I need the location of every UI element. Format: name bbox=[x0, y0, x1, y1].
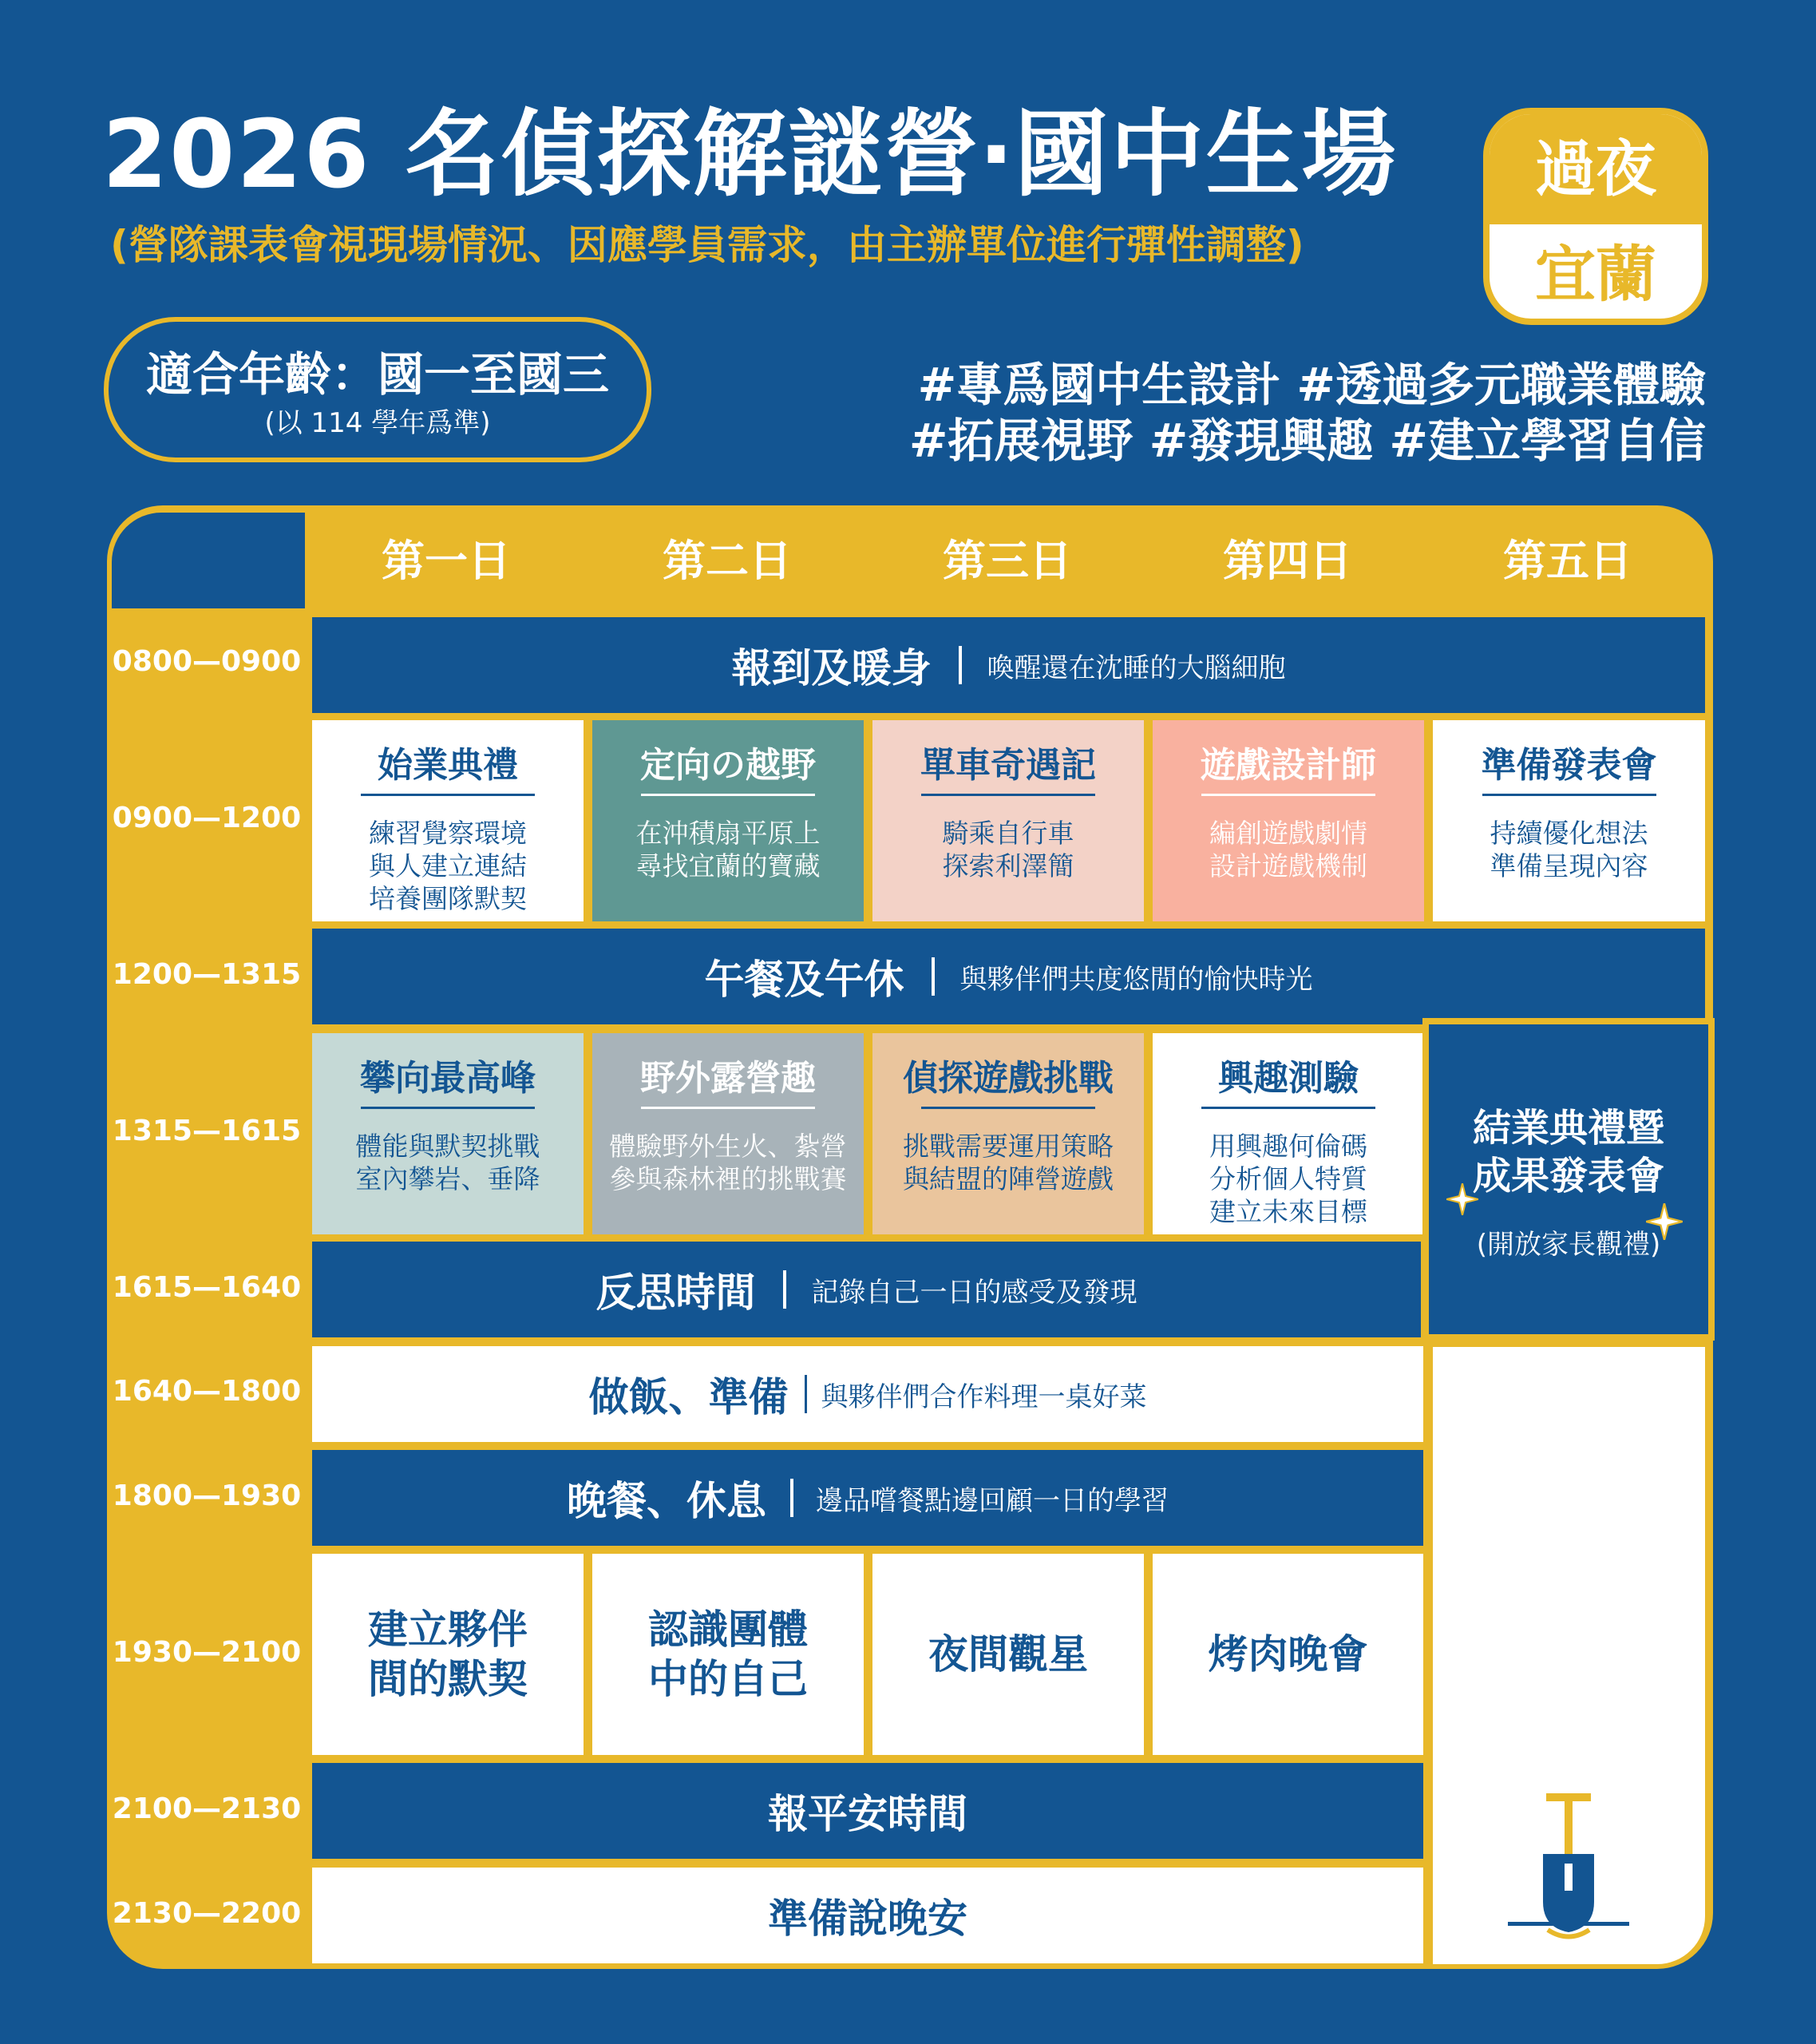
activity-desc: 培養團隊默契 bbox=[369, 883, 527, 914]
evening-day-2 bbox=[592, 1554, 864, 1755]
afternoon-day-1 bbox=[312, 1033, 584, 1234]
dinner-row bbox=[312, 1450, 1423, 1546]
evening-day-3 bbox=[872, 1554, 1144, 1755]
divider bbox=[783, 1270, 786, 1309]
day-3-header: 第三日 bbox=[943, 536, 1072, 586]
divider bbox=[932, 957, 935, 996]
activity-title: 興趣測驗 bbox=[1218, 1058, 1359, 1099]
activity-desc: 建立未來目標 bbox=[1209, 1196, 1367, 1227]
checkin-note: 喚醒還在沈睡的大腦細胞 bbox=[987, 652, 1286, 684]
evening-title-line: 夜間觀星 bbox=[928, 1631, 1088, 1678]
checkin-row bbox=[312, 617, 1705, 713]
activity-title: 準備發表會 bbox=[1481, 745, 1657, 786]
evening-title-line: 烤肉晚會 bbox=[1208, 1631, 1368, 1678]
time-label: 1930—2100 bbox=[112, 1636, 302, 1669]
page-title: 2026 名偵探解謎營‧國中生場 bbox=[102, 99, 1398, 209]
activity-desc: 騎乘自行車 bbox=[942, 818, 1074, 849]
divider bbox=[641, 1107, 815, 1109]
time-label: 1800—1930 bbox=[112, 1480, 302, 1512]
closing-note: (開放家長觀禮) bbox=[1476, 1229, 1661, 1261]
lunch-note: 與夥伴們共度悠閒的愉快時光 bbox=[959, 963, 1313, 996]
morning-day-2 bbox=[592, 720, 864, 921]
morning-day-3 bbox=[872, 720, 1144, 921]
sparkle-icon bbox=[1646, 1203, 1683, 1240]
activity-desc: 體能與默契挑戰 bbox=[355, 1131, 540, 1162]
divider bbox=[921, 1107, 1095, 1109]
hashtags-line-2: #拓展視野 #發現興趣 #建立學習自信 bbox=[908, 414, 1706, 468]
day-5-header: 第五日 bbox=[1503, 536, 1632, 586]
evening-day-4 bbox=[1153, 1554, 1423, 1755]
afternoon-day-2 bbox=[592, 1033, 864, 1234]
divider bbox=[361, 794, 535, 796]
time-label: 2130—2200 bbox=[112, 1897, 302, 1930]
schedule-corner bbox=[112, 513, 305, 608]
time-label: 2100—2130 bbox=[112, 1792, 302, 1825]
time-label: 0800—0900 bbox=[112, 645, 302, 678]
time-label: 0900—1200 bbox=[112, 802, 302, 834]
cooking-row bbox=[312, 1346, 1423, 1442]
report-row bbox=[312, 1763, 1423, 1859]
evening-title-line: 中的自己 bbox=[648, 1656, 808, 1702]
hashtags-line-1: #專爲國中生設計 #透過多元職業體驗 bbox=[917, 358, 1706, 412]
dinner-title: 晚餐、休息 bbox=[567, 1478, 766, 1524]
badge-location: 宜蘭 bbox=[1535, 239, 1656, 310]
closing-title-2: 成果發表會 bbox=[1472, 1154, 1664, 1198]
activity-desc: 體驗野外生火、紮營 bbox=[609, 1131, 847, 1162]
closing-ceremony bbox=[1422, 1018, 1715, 1341]
hashtags bbox=[909, 357, 1706, 469]
time-label: 1640—1800 bbox=[112, 1375, 302, 1408]
dinner-note: 邊品嚐餐點邊回顧一日的學習 bbox=[816, 1484, 1169, 1517]
activity-desc: 探索利澤簡 bbox=[942, 850, 1074, 881]
activity-desc: 用興趣何倫碼 bbox=[1209, 1131, 1367, 1162]
activity-desc: 練習覺察環境 bbox=[369, 818, 527, 849]
activity-desc: 室內攀岩、垂降 bbox=[355, 1163, 540, 1194]
activity-desc: 與結盟的陣營遊戲 bbox=[903, 1163, 1114, 1194]
activity-desc: 參與森林裡的挑戰賽 bbox=[609, 1163, 847, 1194]
activity-desc: 與人建立連結 bbox=[369, 850, 527, 881]
checkin-title: 報到及暖身 bbox=[731, 645, 932, 691]
morning-day-5 bbox=[1433, 720, 1705, 921]
reflection-row bbox=[312, 1242, 1421, 1337]
divider bbox=[805, 1375, 807, 1413]
activity-desc: 持續優化想法 bbox=[1490, 818, 1648, 849]
activity-title: 單車奇遇記 bbox=[920, 745, 1096, 786]
lunch-title: 午餐及午休 bbox=[704, 957, 904, 1003]
activity-desc: 分析個人特質 bbox=[1209, 1163, 1367, 1194]
day-4-header: 第四日 bbox=[1223, 536, 1352, 586]
afternoon-day-4 bbox=[1153, 1033, 1424, 1234]
activity-title: 定向の越野 bbox=[640, 745, 816, 786]
sparkle-icon bbox=[1446, 1183, 1478, 1215]
morning-day-4 bbox=[1153, 720, 1424, 921]
age-note: (以 114 學年爲準) bbox=[264, 407, 491, 439]
activity-title: 偵探遊戲挑戰 bbox=[903, 1058, 1114, 1099]
time-label: 1615—1640 bbox=[112, 1271, 302, 1304]
goodnight-row bbox=[312, 1868, 1423, 1963]
activity-title: 野外露營趣 bbox=[640, 1058, 816, 1099]
cooking-title: 做飯、準備 bbox=[588, 1374, 789, 1420]
badge-overnight: 過夜 bbox=[1490, 114, 1702, 224]
age-pill bbox=[104, 317, 651, 462]
activity-desc: 編創遊戲劇情 bbox=[1209, 818, 1367, 849]
activity-desc: 尋找宜蘭的寶藏 bbox=[635, 850, 821, 881]
evening-title-line: 建立夥伴 bbox=[368, 1606, 528, 1653]
activity-desc: 挑戰需要運用策略 bbox=[903, 1131, 1114, 1162]
lunch-row bbox=[312, 929, 1705, 1024]
divider bbox=[1482, 794, 1656, 796]
divider bbox=[959, 646, 962, 684]
activity-desc: 在沖積扇平原上 bbox=[635, 818, 821, 849]
goodnight-title: 準備說晚安 bbox=[768, 1895, 967, 1942]
divider bbox=[790, 1479, 793, 1517]
time-label: 1200—1315 bbox=[112, 958, 302, 991]
location-badge bbox=[1483, 108, 1708, 325]
morning-day-1 bbox=[312, 720, 584, 921]
day-2-header: 第二日 bbox=[663, 536, 792, 586]
divider bbox=[641, 794, 815, 796]
closing-title-1: 結業典禮暨 bbox=[1472, 1106, 1664, 1151]
shovel-icon bbox=[1505, 1790, 1632, 1942]
divider bbox=[1201, 1107, 1375, 1109]
activity-desc: 設計遊戲機制 bbox=[1209, 850, 1367, 881]
evening-title-line: 間的默契 bbox=[368, 1656, 528, 1702]
activity-title: 遊戲設計師 bbox=[1201, 745, 1376, 786]
divider bbox=[361, 1107, 535, 1109]
time-label: 1315—1615 bbox=[112, 1115, 302, 1147]
report-title: 報平安時間 bbox=[768, 1791, 967, 1837]
page-subtitle: (營隊課表會視現場情況、因應學員需求，由主辦單位進行彈性調整) bbox=[110, 222, 1304, 268]
reflection-title: 反思時間 bbox=[595, 1270, 756, 1316]
reflection-note: 記錄自己一日的感受及發現 bbox=[811, 1276, 1137, 1309]
afternoon-day-3 bbox=[872, 1033, 1144, 1234]
cooking-note: 與夥伴們合作料理一桌好菜 bbox=[821, 1380, 1147, 1413]
activity-title: 始業典禮 bbox=[378, 745, 518, 786]
evening-day-1 bbox=[312, 1554, 584, 1755]
day-1-header: 第一日 bbox=[382, 536, 511, 586]
evening-title-line: 認識團體 bbox=[648, 1606, 808, 1653]
divider bbox=[1201, 794, 1375, 796]
divider bbox=[921, 794, 1095, 796]
activity-desc: 準備呈現內容 bbox=[1490, 850, 1648, 881]
activity-title: 攀向最高峰 bbox=[360, 1058, 536, 1099]
age-range: 適合年齡：國一至國三 bbox=[145, 347, 609, 402]
